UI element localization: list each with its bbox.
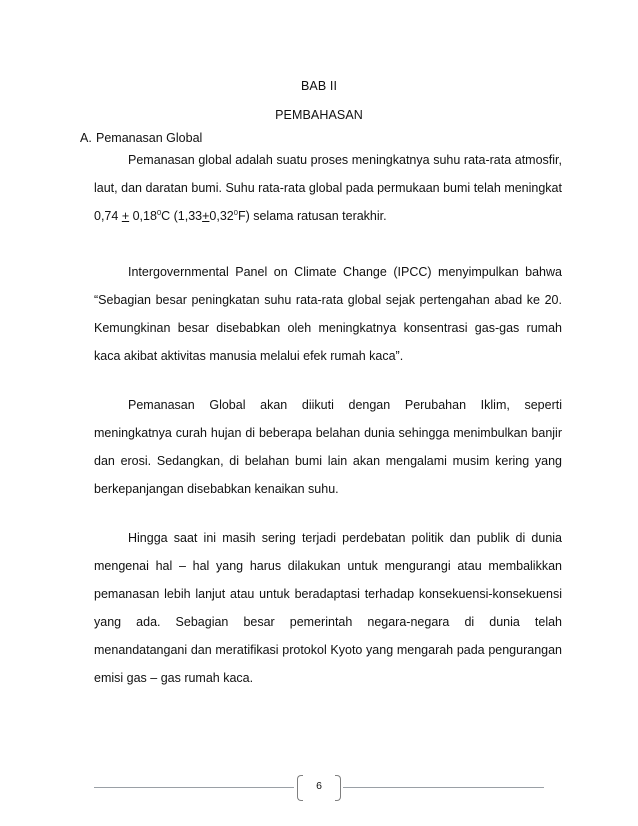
chapter-title: BAB II: [300, 79, 338, 93]
chapter-subtitle: PEMBAHASAN: [275, 108, 363, 122]
paragraph-2: Intergovernmental Panel on Climate Change (IPCC) menyimpulkan bahwa “Sebagian besar peningkatan suhu rata-rata global sejak pertengahan abad ke 20. Kemungkinan besar disebabkan oleh meningkatnya konsentrasi gas-gas rumah kaca akibat aktivitas manusia melalui efek rumah kaca”.: [94, 265, 562, 363]
paragraph-3: Pemanasan Global akan diikuti dengan Perubahan Iklim, seperti meningkatnya curah hujan di beberapa belahan dunia sehingga menimbulkan banjir dan erosi. Sedangkan, di belahan bumi lain akan mengalami musim kering yang berkepanjangan disebabkan kenaikan suhu.: [94, 398, 562, 496]
footer-rule-right: [343, 787, 544, 788]
plus-minus-sign: +: [121, 209, 130, 223]
paragraph-4: Hingga saat ini masih sering terjadi perdebatan politik dan publik di dunia mengenai hal – hal yang harus dilakukan untuk mengurangi atau membalikkan pemanasan lebih lanjut atau untuk beradaptasi terhadap konsekuensi-konsekuensi yang ada. Sebagian besar pemerintah negara-negara di dunia telah menandatangani dan meratifikasi protokol Kyoto yang mengarah pada pengurangan emisi gas – gas rumah kaca.: [94, 531, 562, 685]
section-heading: [80, 131, 202, 145]
paragraph-1: [94, 146, 562, 230]
plus-minus-sign: +: [202, 209, 210, 223]
section-title: Pemanasan Global: [96, 131, 203, 145]
paragraph-1-text-e: F) selama ratusan terakhir.: [237, 209, 387, 223]
paragraph-1-text-d: 0,32: [209, 209, 234, 223]
page-number: 6: [316, 780, 322, 792]
page-number-bracket-right: [335, 775, 341, 801]
footer-rule-left: [94, 787, 294, 788]
paragraph-1-text-a: Pemanasan global adalah suatu proses meningkatnya suhu rata-rata atmosfir, laut, dan daratan bumi. Suhu rata-rata global pada permukaan bumi telah meningkat 0,74: [94, 153, 562, 223]
section-letter: A.: [80, 131, 92, 145]
degree-superscript: 0: [156, 208, 162, 217]
paragraph-1-text-c: C (1,33: [161, 209, 203, 223]
degree-superscript: 0: [233, 208, 238, 217]
paragraph-1-text-b: 0,18: [129, 209, 157, 223]
